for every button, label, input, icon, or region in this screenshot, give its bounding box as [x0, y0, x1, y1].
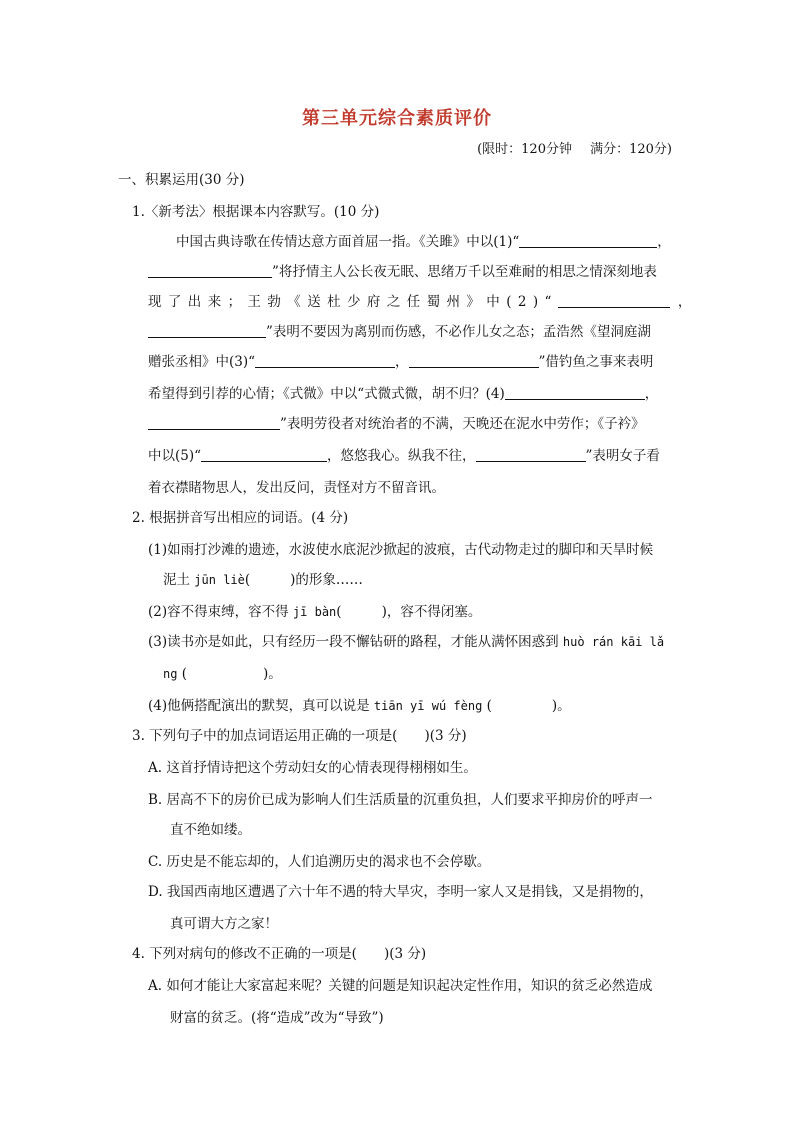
q2-item-4: (4)他俩搭配演出的默契，真可以说是 tiān yī wú fèng ( )。 — [148, 698, 571, 714]
q2-item-1-line-2: 泥土 jūn liè( )的形象…… — [163, 572, 363, 588]
answer-blank-1a[interactable] — [519, 233, 657, 248]
answer-blank-3b[interactable] — [409, 353, 539, 368]
q1-line-5: 赠张丞相》中(3)“ ， ”借钓鱼之事来表明 — [148, 354, 654, 370]
pinyin-tian-yi-wu-feng: tiān yī wú fèng — [373, 699, 483, 713]
score-limit: 满分：120分) — [590, 142, 672, 157]
answer-blank-3a[interactable] — [255, 353, 395, 368]
q1-line-2: ”将抒情主人公长夜无眠、思绪万千以至难耐的相思之情深刻地表 — [148, 262, 657, 282]
q4-option-a-line-1: A. 如何才能让大家富起来呢？关键的问题是知识起决定性作用，知识的贫乏必然造成 — [148, 978, 653, 994]
q1-line-9: 着衣襟睹物思人，发出反问，责怪对方不留音讯。 — [148, 480, 445, 496]
q3-option-d-line-2: 真可谓大方之家！ — [170, 916, 278, 932]
q3-option-b-line-2: 直不绝如缕。 — [170, 822, 251, 838]
pinyin-huo-ran-kai-lang: huò rán kāi lǎ — [562, 635, 665, 649]
answer-blank-4a[interactable] — [505, 385, 645, 400]
answer-blank-5b[interactable] — [476, 447, 586, 462]
question-1-heading: 1.〈新考法〉根据课本内容默写。(10 分) — [132, 204, 380, 220]
q1-line-3: 现了出来；王勃《送杜少府之任蜀州》中(2)“ ， — [148, 294, 698, 310]
time-score-limit — [473, 138, 672, 157]
q1-line-4: ”表明不要因为离别而伤感，不必作儿女之态；孟浩然《望洞庭湖 — [148, 322, 651, 342]
question-3-heading: 3. 下列句子中的加点词语运用正确的一项是( )(3 分) — [132, 728, 467, 744]
q3-option-b-line-1: B. 居高不下的房价已成为影响人们生活质量的沉重负担，人们要求平抑房价的呼声一 — [148, 792, 653, 808]
q3-option-a: A. 这首抒情诗把这个劳动妇女的心情表现得栩栩如生。 — [148, 760, 477, 776]
section-heading: 一、积累运用(30 分) — [118, 172, 245, 188]
q2-item-2: (2)容不得束缚，容不得 jī bàn( )，容不得闭塞。 — [148, 604, 482, 620]
question-4-heading: 4. 下列对病句的修改不正确的一项是( )(3 分) — [132, 946, 427, 962]
pinyin-jun-lie: jūn liè — [194, 573, 245, 587]
pinyin-ji-ban: jī bàn — [292, 605, 337, 619]
q3-option-d-line-1: D. 我国西南地区遭遇了六十年不遇的特大旱灾，李明一家人又是捐钱，又是捐物的， — [148, 884, 653, 900]
answer-blank-4b[interactable] — [148, 415, 280, 430]
q4-option-a-line-2: 财富的贫乏。(将“造成”改为“导致”) — [170, 1010, 384, 1026]
time-limit: (限时：120分钟 — [477, 142, 572, 157]
page-title: 第三单元综合素质评价 — [302, 108, 492, 129]
answer-blank-2a[interactable] — [558, 293, 670, 308]
answer-blank-1b[interactable] — [148, 263, 272, 278]
q2-item-1-line-1: (1)如雨打沙滩的遗迹，水波使水底泥沙掀起的波痕，古代动物走过的脚印和天旱时候 — [148, 542, 654, 558]
question-2-heading: 2. 根据拼音写出相应的词语。(4 分) — [132, 510, 349, 526]
q1-line-8: 中以(5)“ ，悠悠我心。纵我不往， ”表明女子看 — [148, 448, 660, 464]
answer-blank-2b[interactable] — [148, 323, 266, 338]
q3-option-c: C. 历史是不能忘却的，人们追溯历史的渴求也不会停歇。 — [148, 854, 491, 870]
q2-item-3-line-2: ng ( )。 — [163, 666, 282, 682]
q1-line-7: ”表明劳役者对统治者的不满，天晚还在泥水中劳作；《子衿》 — [148, 414, 645, 434]
q2-item-3-line-1: (3)读书亦是如此，只有经历一段不懈钻研的路程，才能从满怀困惑到 huò rán kāi lǎ — [148, 634, 665, 650]
answer-blank-5a[interactable] — [201, 447, 327, 462]
q1-line-1: 中国古典诗歌在传情达意方面首屈一指。《关雎》中以(1)“ ， — [176, 234, 671, 250]
q1-line-6: 希望得到引荐的心情；《式微》中以“式微式微，胡不归？(4) ， — [148, 386, 659, 402]
